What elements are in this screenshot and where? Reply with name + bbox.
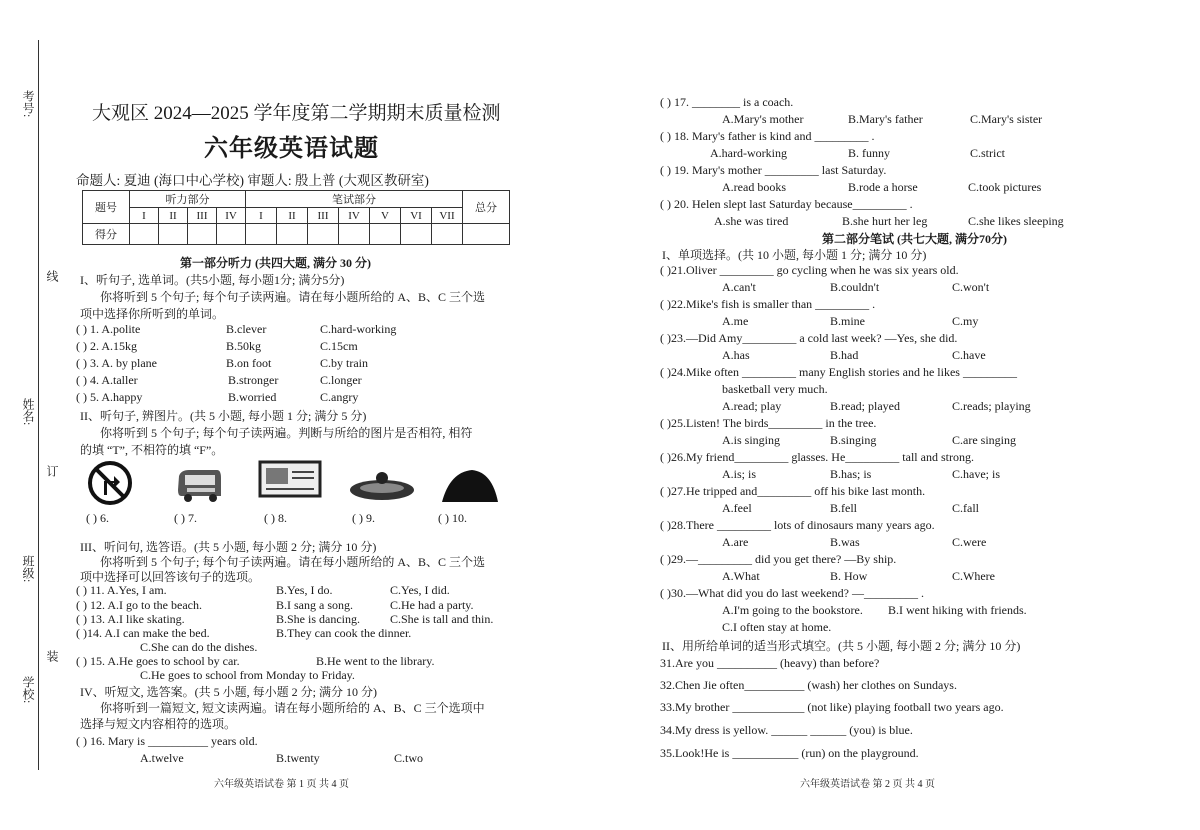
mc-option: C.are singing [952, 433, 1016, 447]
s3-option: C.He had a party. [390, 598, 474, 612]
score-col: IV [339, 208, 370, 224]
q19: ( ) 19. Mary's mother _________ last Saturday. [660, 163, 887, 177]
s4-desc: 你将听到一篇短文, 短文读两遍。请在每小题所给的 A、B、C 三个选项中 [100, 701, 485, 715]
s4-title: IV、听短文, 选答案。(共 5 小题, 每小题 2 分; 满分 10 分) [80, 685, 377, 699]
mc-option: C.Where [952, 569, 995, 583]
xian-mark: 线 [45, 270, 59, 282]
score-cell[interactable] [370, 224, 401, 245]
bus-picture-icon [175, 466, 225, 504]
mc-question-cont: basketball very much. [722, 382, 828, 396]
s3-option: C.Yes, I did. [390, 583, 450, 597]
fill-question: 33.My brother ____________ (not like) playing football two years ago. [660, 700, 1004, 714]
score-cell[interactable] [463, 224, 510, 245]
q17-option: B.Mary's father [848, 112, 923, 126]
mc-option: C.were [952, 535, 987, 549]
q16-option: A.twelve [140, 751, 184, 765]
mc-question: ( )28.There _________ lots of dinosaurs many years ago. [660, 518, 935, 532]
tent-icon [440, 466, 500, 504]
q20-option: C.she likes sleeping [968, 214, 1064, 228]
mc-option: A.What [722, 569, 760, 583]
score-cell[interactable] [432, 224, 463, 245]
mc-question: ( )29.—_________ did you get there? —By ship. [660, 552, 897, 566]
mc-option: A.feel [722, 501, 752, 515]
q17-option: C.Mary's sister [970, 112, 1043, 126]
s1-option: C.15cm [320, 339, 358, 353]
mc-option: B.fell [830, 501, 857, 515]
xingming-label: 姓名: [21, 398, 35, 426]
score-listening-head: 听力部分 [130, 191, 246, 208]
fill-question: 35.Look!He is ___________ (run) on the playground. [660, 746, 919, 760]
mc-option: C.have; is [952, 467, 1000, 481]
s3-option: B.Yes, I do. [276, 583, 333, 597]
s1-item: ( ) 3. A. by plane [76, 356, 157, 370]
s3-option: B.They can cook the dinner. [276, 626, 412, 640]
s3-title: III、听问句, 选答语。(共 5 小题, 每小题 2 分; 满分 10 分) [80, 540, 377, 554]
s1-item: ( ) 5. A.happy [76, 390, 143, 404]
s3-item: ( ) 12. A.I go to the beach. [76, 598, 202, 612]
s1-item: ( ) 4. A.taller [76, 373, 138, 387]
score-cell[interactable] [246, 224, 277, 245]
score-col: II [159, 208, 188, 224]
s1-option: B.stronger [228, 373, 279, 387]
mc-option: A.is singing [722, 433, 781, 447]
score-cell[interactable] [159, 224, 188, 245]
q17-option: A.Mary's mother [722, 112, 804, 126]
score-total-head: 总分 [463, 191, 510, 224]
s3-item: ( ) 15. A.He goes to school by car. [76, 654, 240, 668]
mc-option: A.me [722, 314, 749, 328]
mc-option: B. How [830, 569, 868, 583]
s1-option: B.clever [226, 322, 267, 336]
s3-option: C.He goes to school from Monday to Friday. [140, 668, 355, 682]
s4-desc: 选择与短文内容相符的选项。 [80, 717, 237, 731]
mc-question: ( )26.My friend_________ glasses. He_________ tall and strong. [660, 450, 974, 464]
mc-question: ( )22.Mike's fish is smaller than _________ . [660, 297, 876, 311]
score-cell[interactable] [308, 224, 339, 245]
s3-option: B.He went to the library. [316, 654, 435, 668]
s1-item: ( ) 2. A.15kg [76, 339, 137, 353]
ding-mark: 订 [45, 465, 59, 477]
s1-option: C.angry [320, 390, 359, 404]
mc-option: C.fall [952, 501, 979, 515]
score-cell[interactable] [217, 224, 246, 245]
s1-option: B.50kg [226, 339, 262, 353]
q18: ( ) 18. Mary's father is kind and _________ . [660, 129, 875, 143]
s1-option: C.by train [320, 356, 368, 370]
s1-title: I、听句子, 选单词。(共5小题, 每小题1分; 满分5分) [80, 273, 345, 287]
exam-authors: 命题人: 夏迪 (海口中心学校) 审题人: 殷上普 (大观区教研室) [76, 173, 429, 188]
score-cell[interactable] [130, 224, 159, 245]
mc-question: ( )21.Oliver _________ go cycling when he was six years old. [660, 263, 959, 277]
mc-option: B.has; is [830, 467, 872, 481]
mc-question: ( )30.—What did you do last weekend? —_________ . [660, 586, 924, 600]
s2-label: ( ) 6. [86, 511, 109, 525]
score-col: III [188, 208, 217, 224]
boat-person-icon [347, 468, 417, 504]
mc-question: ( )24.Mike often _________ many English stories and he likes _________ [660, 365, 1017, 379]
s1-option: B.worried [228, 390, 277, 404]
binding-line [38, 40, 39, 770]
s3-desc: 你将听到 5 个句子; 每个句子读两遍。请在每小题所给的 A、B、C 三个选 [100, 555, 486, 569]
mc-question: ( )27.He tripped and_________ off his bike last month. [660, 484, 926, 498]
mc-option: C.won't [952, 280, 990, 294]
r2-title: II、用所给单词的适当形式填空。(共 5 小题, 每小题 2 分; 满分 10 分) [662, 639, 1021, 653]
mc-question: ( )25.Listen! The birds_________ in the tree. [660, 416, 877, 430]
score-col: I [130, 208, 159, 224]
score-col: III [308, 208, 339, 224]
score-col: II [277, 208, 308, 224]
s1-option: C.hard-working [320, 322, 397, 336]
score-cell[interactable] [277, 224, 308, 245]
right-footer: 六年级英语试卷 第 2 页 共 4 页 [800, 779, 935, 790]
fill-question: 34.My dress is yellow. ______ ______ (you) is blue. [660, 723, 913, 737]
zhuang-mark: 装 [45, 650, 59, 662]
mc-option: B.couldn't [830, 280, 880, 294]
exam-subtitle: 六年级英语试题 [204, 134, 379, 162]
score-col: IV [217, 208, 246, 224]
mc-option: C.reads; playing [952, 399, 1031, 413]
q16-option: C.two [394, 751, 424, 765]
q20-option: A.she was tired [714, 214, 789, 228]
mc-option: B.mine [830, 314, 865, 328]
mc-option: A.has [722, 348, 750, 362]
s3-option: C.She can do the dishes. [140, 640, 258, 654]
s2-desc: 你将听到 5 个句子; 每个句子读两遍。判断与所给的图片是否相符, 相符 [100, 426, 473, 440]
s3-option: B.She is dancing. [276, 612, 360, 626]
exam-title: 大观区 2024—2025 学年度第二学期期末质量检测 [92, 103, 501, 124]
q16-option: B.twenty [276, 751, 320, 765]
score-defen: 得分 [83, 224, 130, 245]
score-col: I [246, 208, 277, 224]
score-cell[interactable] [188, 224, 217, 245]
q18-option: B. funny [848, 146, 890, 160]
mc-option: C.my [952, 314, 979, 328]
s2-label: ( ) 7. [174, 511, 197, 525]
s1-desc: 项中选择你所听到的单词。 [80, 307, 225, 321]
mc-option: B.I went hiking with friends. [888, 603, 1027, 617]
mc-question: ( )23.—Did Amy_________ a cold last week? —Yes, she did. [660, 331, 958, 345]
q19-option: C.took pictures [968, 180, 1042, 194]
s2-desc: 的填 “T”, 不相符的填 “F”。 [80, 443, 224, 457]
score-col: VI [401, 208, 432, 224]
mc-option: A.is; is [722, 467, 757, 481]
s1-desc: 你将听到 5 个句子; 每个句子读两遍。请在每小题所给的 A、B、C 三个选 [100, 290, 486, 304]
q19-option: A.read books [722, 180, 786, 194]
q18-option: C.strict [970, 146, 1005, 160]
mc-option: B.singing [830, 433, 877, 447]
banji-label: 班级: [21, 555, 35, 583]
s3-option: C.She is tall and thin. [390, 612, 494, 626]
mc-option: B.read; played [830, 399, 900, 413]
s3-item: ( ) 11. A.Yes, I am. [76, 583, 167, 597]
s3-item: ( ) 13. A.I like skating. [76, 612, 185, 626]
s2-label: ( ) 8. [264, 511, 287, 525]
s1-option: C.longer [320, 373, 362, 387]
score-tihao: 题号 [83, 191, 130, 224]
fill-question: 31.Are you __________ (heavy) than before? [660, 656, 880, 670]
mc-option: C.I often stay at home. [722, 620, 832, 634]
xuexiao-label: 学校: [21, 676, 35, 704]
s2-label: ( ) 9. [352, 511, 375, 525]
part2-heading: 第二部分笔试 (共七大题, 满分70分) [822, 232, 1007, 246]
score-written-head: 笔试部分 [246, 191, 463, 208]
q20-option: B.she hurt her leg [842, 214, 928, 228]
mc-option: A.I'm going to the bookstore. [722, 603, 863, 617]
mc-option: B.had [830, 348, 859, 362]
mc-option: A.read; play [722, 399, 782, 413]
score-col: V [370, 208, 401, 224]
s3-item: ( )14. A.I can make the bed. [76, 626, 210, 640]
part1-heading: 第一部分听力 (共四大题, 满分 30 分) [180, 256, 371, 270]
q17: ( ) 17. ________ is a coach. [660, 95, 794, 109]
mc-option: A.are [722, 535, 749, 549]
r1-title: I、单项选择。(共 10 小题, 每小题 1 分; 满分 10 分) [662, 248, 927, 262]
score-table [82, 190, 510, 245]
left-footer: 六年级英语试卷 第 1 页 共 4 页 [214, 779, 349, 790]
s3-desc: 项中选择可以回答该句子的选项。 [80, 570, 261, 584]
q19-option: B.rode a horse [848, 180, 918, 194]
s1-item: ( ) 1. A.polite [76, 322, 141, 336]
s2-label: ( ) 10. [438, 511, 467, 525]
kaohao-label: 考号: [21, 90, 35, 118]
score-cell[interactable] [401, 224, 432, 245]
mc-option: C.have [952, 348, 986, 362]
mc-option: B.was [830, 535, 860, 549]
no-right-turn-sign-icon [88, 461, 132, 505]
score-cell[interactable] [339, 224, 370, 245]
s1-option: B.on foot [226, 356, 272, 370]
q16: ( ) 16. Mary is __________ years old. [76, 734, 258, 748]
picture-frame-icon [258, 458, 322, 500]
mc-option: A.can't [722, 280, 756, 294]
q20: ( ) 20. Helen slept last Saturday because_________ . [660, 197, 913, 211]
score-col: VII [432, 208, 463, 224]
q18-option: A.hard-working [710, 146, 787, 160]
s2-title: II、听句子, 辨图片。(共 5 小题, 每小题 1 分; 满分 5 分) [80, 409, 367, 423]
s3-option: B.I sang a song. [276, 598, 353, 612]
fill-question: 32.Chen Jie often__________ (wash) her clothes on Sundays. [660, 678, 957, 692]
